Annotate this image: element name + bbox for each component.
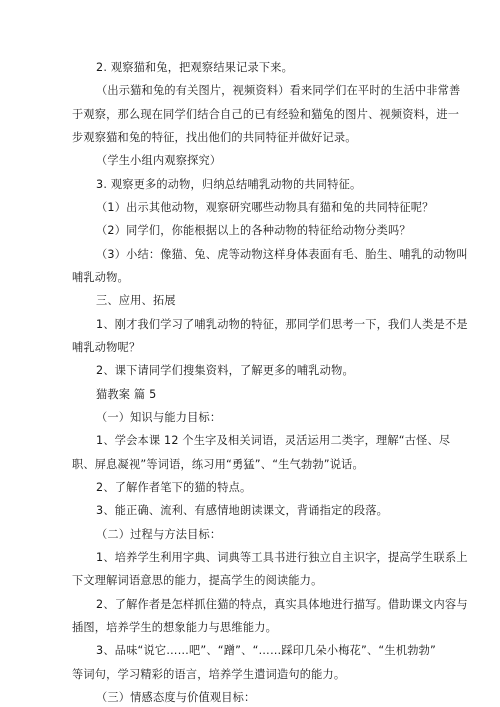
text-line: 步观察猫和兔的特征，找出他们的共同特征并做好记录。 xyxy=(72,131,357,144)
text-line: 插图，培养学生的想象能力与思维能力。 xyxy=(72,621,277,634)
text-line: 2、了解作者笔下的猫的特点。 xyxy=(96,481,252,494)
text-line: 哺乳动物呢？ xyxy=(72,341,141,354)
section-heading: 三、应用、拓展 xyxy=(96,294,176,307)
text-line: （2）同学们，你能根据以上的各种动物的特征给动物分类吗？ xyxy=(96,224,411,237)
text-line: 1、学会本课 12 个生字及相关词语，灵活运用二类字，理解“古怪、尽 xyxy=(96,434,451,447)
text-line: 1、刚才我们学习了哺乳动物的特征，那同学们思考一下，我们人类是不是 xyxy=(96,318,468,331)
text-line: 3、品味“说它……吧”、“蹭”、“……踩印几朵小梅花”、“生机勃勃” xyxy=(96,644,436,657)
text-line: 2、课下请同学们搜集资料，了解更多的哺乳动物。 xyxy=(96,364,354,377)
subsection-heading: （一）知识与能力目标： xyxy=(96,411,222,424)
text-line: 于观察，那么现在同学们结合自己的已有经验和猫兔的图片、视频资料，进一 xyxy=(72,108,460,121)
text-line: 3、能正确、流利、有感情地朗读课文，背诵指定的段落。 xyxy=(96,504,389,517)
lesson-title: 猫教案 篇 5 xyxy=(96,388,157,401)
text-line: （学生小组内观察探究） xyxy=(96,154,222,167)
text-line: 等词句，学习精彩的语言，培养学生遣词造句的能力。 xyxy=(72,668,346,681)
text-line: 哺乳动物。 xyxy=(72,271,129,284)
text-line: 1、培养学生利用字典、词典等工具书进行独立自主识字，提高学生联系上 xyxy=(96,551,468,564)
text-line: 2. 观察猫和兔，把观察结果记录下来。 xyxy=(96,61,294,74)
text-line: （出示猫和兔的有关图片，视频资料）看来同学们在平时的生活中非常善 xyxy=(96,84,461,97)
subsection-heading: （三）情感态度与价值观目标： xyxy=(96,691,256,704)
text-line: 3. 观察更多的动物，归纳总结哺乳动物的共同特征。 xyxy=(96,178,362,191)
text-line: 下文理解词语意思的能力，提高学生的阅读能力。 xyxy=(72,574,323,587)
subsection-heading: （二）过程与方法目标： xyxy=(96,528,222,541)
text-line: 职、屏息凝视”等词语，练习用“勇猛”、“生气勃勃”说话。 xyxy=(72,458,364,471)
text-line: （3）小结：像猫、兔、虎等动物这样身体表面有毛、胎生、哺乳的动物叫 xyxy=(96,248,468,261)
text-line: （1）出示其他动物，观察研究哪些动物具有猫和兔的共同特征呢？ xyxy=(96,201,434,214)
text-line: 2、了解作者是怎样抓住猫的特点，真实具体地进行描写。借助课文内容与 xyxy=(96,598,468,611)
